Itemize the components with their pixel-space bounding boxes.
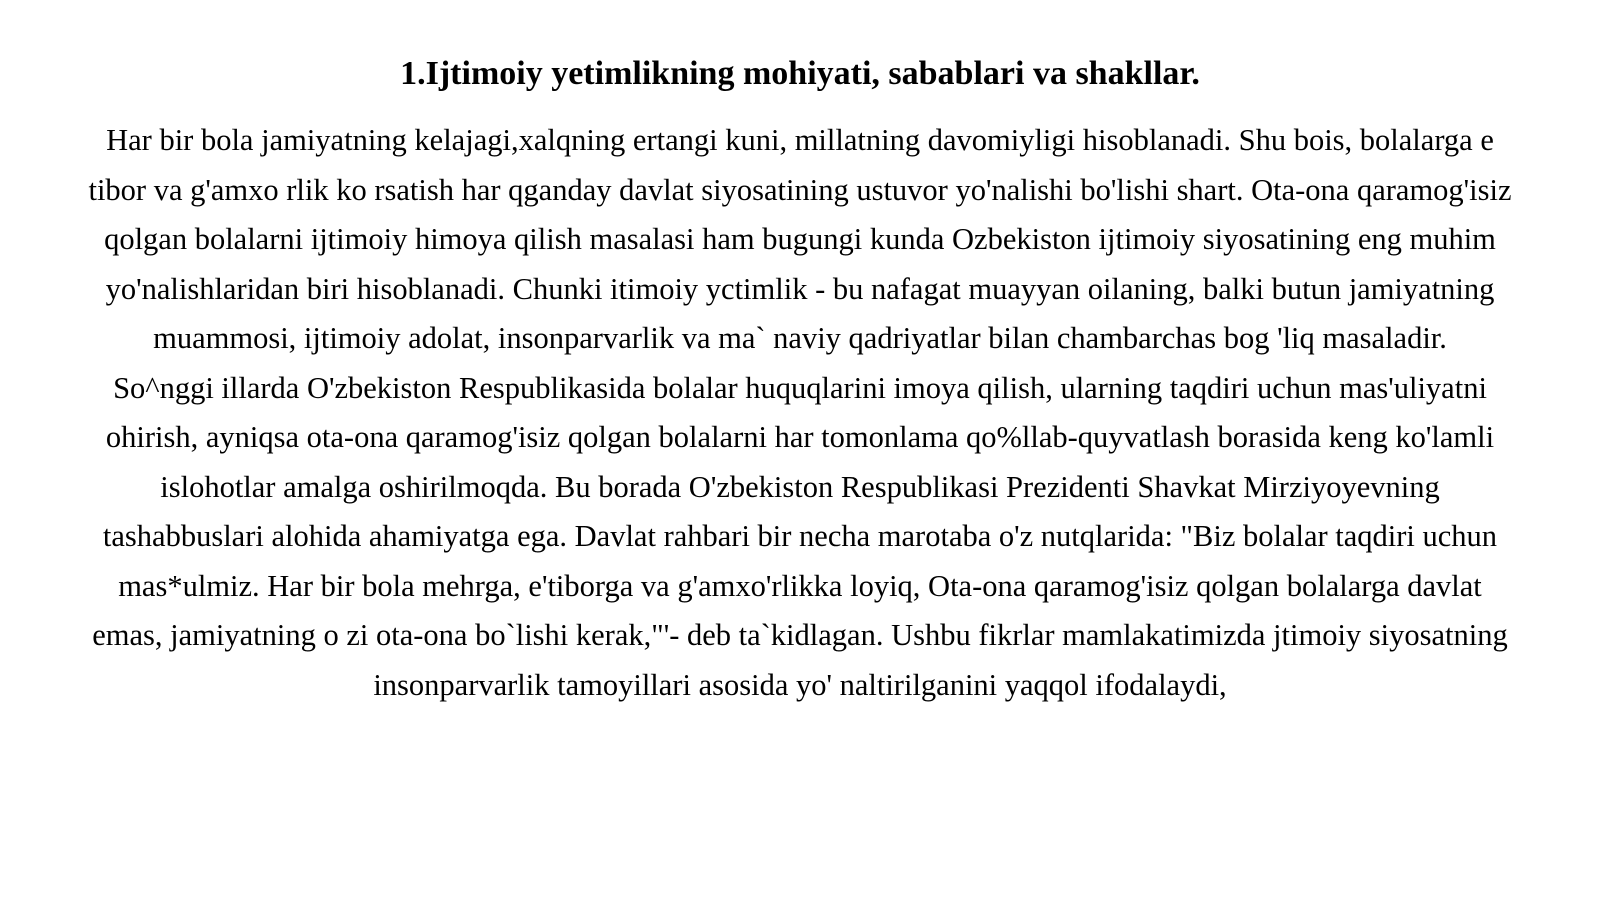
page-title: 1.Ijtimoiy yetimlikning mohiyati, sabablari va shakllar. bbox=[400, 55, 1200, 92]
paragraph-reforms: So^nggi illarda O'zbekiston Respublikasida bolalar huquqlarini imoya qilish, ularning taqdiri uchun mas'uliyatni ohirish, ayniqsa ota-ona qaramog'isiz qolgan bolalarni har tomonlama qo%llab-quyvatlash borasida keng ko'lamli islohotlar amalga oshirilmoqda. Bu borada O'zbekiston Respublikasi Prezidenti Shavkat Mirziyoyevning tashabbuslari alohida ahamiyatga ega. Davlat rahbari bir necha marotaba o'z nutqlarida: "Biz bolalar taqdiri uchun mas*ulmiz. Har bir bola mehrga, e'tiborga va g'amxo'rlikka loyiq, Ota-ona qaramog'isiz qolgan bolalarga davlat emas, jamiyatning o zi ota-ona bo`lishi kerak,"'- deb ta`kidlagan. Ushbu fikrlar mamlakatimizda jtimoiy siyosatning insonparvarlik tamoyillari asosida yo' naltirilganini yaqqol ifodalaydi, bbox=[92, 370, 1508, 702]
document-body bbox=[80, 116, 1520, 710]
paragraph-intro: Har bir bola jamiyatning kelajagi,xalqning ertangi kuni, millatning davomiyligi hisoblanadi. Shu bois, bolalarga e tibor va g'amxo rlik ko rsatish har qganday davlat siyosatining ustuvor yo'nalishi bo'lishi shart. Ota-ona qaramog'isiz qolgan bolalarni ijtimoiy himoya qilish masalasi ham bugungi kunda Ozbekiston ijtimoiy siyosatining eng muhim yo'nalishlaridan biri hisoblanadi. Chunki itimoiy yctimlik - bu nafagat muayyan oilaning, balki butun jamiyatning muammosi, ijtimoiy adolat, insonparvarlik va ma` naviy qadriyatlar bilan chambarchas bog 'liq masaladir. bbox=[88, 123, 1512, 355]
